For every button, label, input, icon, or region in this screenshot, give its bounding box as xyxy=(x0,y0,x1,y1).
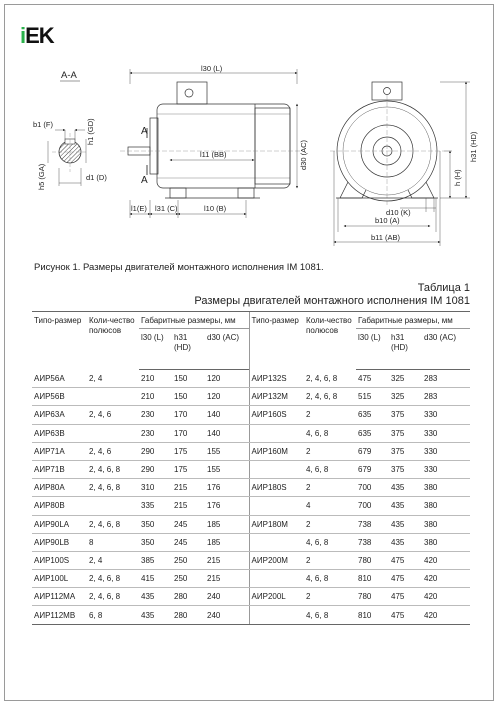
logo-letters-ek: EK xyxy=(25,23,54,48)
right-cell-h31: 375 xyxy=(389,406,422,424)
left-cell-l30: 290 xyxy=(139,460,172,478)
table-row xyxy=(32,370,470,388)
left-cell-poles xyxy=(87,424,139,442)
right-cell-d30: 420 xyxy=(422,570,470,588)
right-cell-poles: 4, 6, 8 xyxy=(304,570,356,588)
label-d1: d1 (D) xyxy=(86,173,107,182)
left-cell-type: АИР63А xyxy=(32,406,87,424)
left-cell-l30: 230 xyxy=(139,424,172,442)
left-cell-l30: 310 xyxy=(139,479,172,497)
right-cell-h31: 475 xyxy=(389,551,422,569)
label-d30: d30 (AC) xyxy=(299,139,308,170)
label-b10: b10 (A) xyxy=(375,216,400,225)
right-cell-d30: 380 xyxy=(422,479,470,497)
left-cell-h31: 250 xyxy=(172,551,205,569)
header-type-right: Типо-размер xyxy=(249,312,304,370)
right-cell-l30: 810 xyxy=(356,606,389,624)
header-h31-left: h31 (HD) xyxy=(172,329,205,370)
left-cell-d30: 140 xyxy=(205,406,249,424)
left-cell-type: АИР90LA xyxy=(32,515,87,533)
left-cell-h31: 280 xyxy=(172,606,205,624)
left-cell-d30: 120 xyxy=(205,388,249,406)
left-cell-l30: 415 xyxy=(139,570,172,588)
right-cell-type xyxy=(249,497,304,515)
right-cell-d30: 420 xyxy=(422,551,470,569)
left-cell-h31: 215 xyxy=(172,497,205,515)
left-cell-type: АИР112MA xyxy=(32,588,87,606)
table-row xyxy=(32,515,470,533)
left-cell-type: АИР80В xyxy=(32,497,87,515)
right-cell-h31: 435 xyxy=(389,479,422,497)
table-row xyxy=(32,570,470,588)
left-cell-l30: 210 xyxy=(139,370,172,388)
left-cell-type: АИР63В xyxy=(32,424,87,442)
left-cell-l30: 350 xyxy=(139,533,172,551)
left-cell-d30: 155 xyxy=(205,442,249,460)
header-d30-right: d30 (AC) xyxy=(422,329,470,370)
right-cell-type xyxy=(249,570,304,588)
right-cell-poles: 2 xyxy=(304,406,356,424)
header-l30-right: l30 (L) xyxy=(356,329,389,370)
header-l30-left: l30 (L) xyxy=(139,329,172,370)
right-cell-l30: 679 xyxy=(356,460,389,478)
right-cell-poles: 2 xyxy=(304,479,356,497)
motor-dimension-drawing xyxy=(0,55,500,250)
right-cell-h31: 475 xyxy=(389,588,422,606)
left-cell-poles: 2, 4, 6, 8 xyxy=(87,588,139,606)
left-cell-l30: 210 xyxy=(139,388,172,406)
left-cell-h31: 175 xyxy=(172,442,205,460)
label-b1: b1 (F) xyxy=(33,120,54,129)
right-cell-poles: 4, 6, 8 xyxy=(304,533,356,551)
left-cell-l30: 290 xyxy=(139,442,172,460)
table-row xyxy=(32,460,470,478)
right-cell-type xyxy=(249,533,304,551)
right-cell-poles: 4, 6, 8 xyxy=(304,606,356,624)
right-cell-l30: 738 xyxy=(356,533,389,551)
header-type-left: Типо-размер xyxy=(32,312,87,370)
right-cell-type: АИР132M xyxy=(249,388,304,406)
label-l10: l10 (B) xyxy=(204,204,227,213)
right-cell-poles: 4, 6, 8 xyxy=(304,460,356,478)
left-cell-h31: 175 xyxy=(172,460,205,478)
label-l30: l30 (L) xyxy=(201,64,223,73)
left-cell-poles: 2, 4 xyxy=(87,370,139,388)
left-cell-d30: 176 xyxy=(205,497,249,515)
table-row xyxy=(32,588,470,606)
right-cell-h31: 435 xyxy=(389,533,422,551)
left-cell-type: АИР56А xyxy=(32,370,87,388)
left-cell-d30: 240 xyxy=(205,606,249,624)
header-h31-right: h31 (HD) xyxy=(389,329,422,370)
right-cell-type xyxy=(249,460,304,478)
right-cell-h31: 375 xyxy=(389,442,422,460)
right-cell-d30: 283 xyxy=(422,388,470,406)
left-cell-poles: 2, 4, 6 xyxy=(87,406,139,424)
left-cell-d30: 215 xyxy=(205,551,249,569)
table-row xyxy=(32,497,470,515)
label-h1: h1 (GD) xyxy=(86,118,95,145)
right-cell-h31: 325 xyxy=(389,388,422,406)
table-row xyxy=(32,551,470,569)
left-cell-d30: 240 xyxy=(205,588,249,606)
label-b11: b11 (AB) xyxy=(371,233,401,242)
right-cell-l30: 700 xyxy=(356,479,389,497)
right-cell-type: АИР200L xyxy=(249,588,304,606)
right-cell-poles: 4 xyxy=(304,497,356,515)
shaft-section xyxy=(48,130,88,186)
left-cell-type: АИР100S xyxy=(32,551,87,569)
right-cell-l30: 700 xyxy=(356,497,389,515)
right-cell-d30: 380 xyxy=(422,533,470,551)
right-cell-d30: 330 xyxy=(422,460,470,478)
left-cell-poles: 2, 4, 6, 8 xyxy=(87,460,139,478)
label-l31: l31 (C) xyxy=(155,204,178,213)
left-cell-h31: 150 xyxy=(172,370,205,388)
right-cell-type: АИР200M xyxy=(249,551,304,569)
left-cell-h31: 245 xyxy=(172,533,205,551)
left-cell-l30: 230 xyxy=(139,406,172,424)
left-cell-poles xyxy=(87,388,139,406)
header-dims-right: Габаритные размеры, мм xyxy=(356,312,470,329)
header-poles-right: Коли-чество полюсов xyxy=(304,312,356,370)
label-h5: h5 (GA) xyxy=(37,163,46,190)
left-cell-type: АИР71В xyxy=(32,460,87,478)
right-cell-d30: 330 xyxy=(422,406,470,424)
left-cell-d30: 215 xyxy=(205,570,249,588)
left-cell-poles: 2, 4, 6, 8 xyxy=(87,479,139,497)
left-cell-poles: 2, 4, 6, 8 xyxy=(87,515,139,533)
right-cell-poles: 2 xyxy=(304,588,356,606)
table-row xyxy=(32,479,470,497)
right-cell-type: АИР132S xyxy=(249,370,304,388)
left-cell-h31: 150 xyxy=(172,388,205,406)
right-cell-l30: 635 xyxy=(356,424,389,442)
right-cell-type: АИР180S xyxy=(249,479,304,497)
left-cell-type: АИР112MB xyxy=(32,606,87,624)
left-cell-h31: 245 xyxy=(172,515,205,533)
label-h: h (H) xyxy=(453,169,462,186)
table-row xyxy=(32,606,470,624)
table-row xyxy=(32,388,470,406)
left-cell-d30: 185 xyxy=(205,533,249,551)
right-cell-l30: 738 xyxy=(356,515,389,533)
left-cell-poles: 6, 8 xyxy=(87,606,139,624)
logo-letter-i: i xyxy=(20,23,26,48)
motor-front-view xyxy=(330,82,470,246)
figure-caption: Рисунок 1. Размеры двигателей монтажного исполнения IM 1081. xyxy=(34,262,324,273)
label-l1: l1(E) xyxy=(131,204,147,213)
left-cell-h31: 215 xyxy=(172,479,205,497)
right-cell-l30: 780 xyxy=(356,551,389,569)
right-cell-d30: 283 xyxy=(422,370,470,388)
right-cell-poles: 2, 4, 6, 8 xyxy=(304,388,356,406)
right-cell-type xyxy=(249,424,304,442)
section-arrow-bottom: A xyxy=(141,175,148,186)
dimensions-table xyxy=(32,311,470,625)
left-cell-poles: 2, 4, 6 xyxy=(87,442,139,460)
right-cell-h31: 375 xyxy=(389,460,422,478)
iek-logo xyxy=(20,23,54,48)
label-d10: d10 (K) xyxy=(386,208,411,217)
left-cell-type: АИР71А xyxy=(32,442,87,460)
right-cell-d30: 330 xyxy=(422,424,470,442)
table-row xyxy=(32,442,470,460)
right-cell-h31: 435 xyxy=(389,515,422,533)
right-cell-poles: 2 xyxy=(304,551,356,569)
right-cell-l30: 635 xyxy=(356,406,389,424)
header-poles-left: Коли-чество полюсов xyxy=(87,312,139,370)
left-cell-poles: 2, 4, 6, 8 xyxy=(87,570,139,588)
left-cell-d30: 120 xyxy=(205,370,249,388)
left-cell-l30: 435 xyxy=(139,606,172,624)
label-h31: h31 (HD) xyxy=(469,131,478,162)
right-cell-l30: 810 xyxy=(356,570,389,588)
table-row xyxy=(32,406,470,424)
left-cell-l30: 385 xyxy=(139,551,172,569)
right-cell-l30: 679 xyxy=(356,442,389,460)
left-cell-l30: 350 xyxy=(139,515,172,533)
left-cell-type: АИР100L xyxy=(32,570,87,588)
right-cell-type: АИР180M xyxy=(249,515,304,533)
left-cell-h31: 250 xyxy=(172,570,205,588)
label-l11: l11 (BB) xyxy=(200,150,227,159)
left-cell-poles: 2, 4 xyxy=(87,551,139,569)
motor-side-view xyxy=(120,69,300,218)
right-cell-poles: 2 xyxy=(304,515,356,533)
right-cell-d30: 420 xyxy=(422,606,470,624)
right-cell-poles: 2 xyxy=(304,442,356,460)
header-dims-left: Габаритные размеры, мм xyxy=(139,312,249,329)
left-cell-d30: 185 xyxy=(205,515,249,533)
right-cell-h31: 325 xyxy=(389,370,422,388)
left-cell-poles: 8 xyxy=(87,533,139,551)
right-cell-type: АИР160S xyxy=(249,406,304,424)
left-cell-type: АИР90LB xyxy=(32,533,87,551)
right-cell-l30: 515 xyxy=(356,388,389,406)
left-cell-h31: 170 xyxy=(172,406,205,424)
table-title: Размеры двигателей монтажного исполнения IM 1081 xyxy=(194,295,470,307)
right-cell-l30: 780 xyxy=(356,588,389,606)
left-cell-d30: 155 xyxy=(205,460,249,478)
right-cell-d30: 380 xyxy=(422,515,470,533)
right-cell-h31: 475 xyxy=(389,570,422,588)
section-arrow-top: A xyxy=(141,126,148,137)
section-title: A-A xyxy=(61,70,77,81)
left-cell-d30: 140 xyxy=(205,424,249,442)
right-cell-type: АИР160M xyxy=(249,442,304,460)
right-cell-h31: 435 xyxy=(389,497,422,515)
right-cell-d30: 380 xyxy=(422,497,470,515)
right-cell-h31: 375 xyxy=(389,424,422,442)
left-cell-poles xyxy=(87,497,139,515)
right-cell-d30: 330 xyxy=(422,442,470,460)
right-cell-poles: 2, 4, 6, 8 xyxy=(304,370,356,388)
right-cell-l30: 475 xyxy=(356,370,389,388)
table-row xyxy=(32,424,470,442)
header-d30-left: d30 (AC) xyxy=(205,329,249,370)
left-cell-type: АИР56В xyxy=(32,388,87,406)
table-row xyxy=(32,533,470,551)
table-number: Таблица 1 xyxy=(417,282,470,294)
left-cell-d30: 176 xyxy=(205,479,249,497)
left-cell-h31: 170 xyxy=(172,424,205,442)
right-cell-poles: 4, 6, 8 xyxy=(304,424,356,442)
left-cell-h31: 280 xyxy=(172,588,205,606)
left-cell-type: АИР80А xyxy=(32,479,87,497)
left-cell-l30: 435 xyxy=(139,588,172,606)
right-cell-d30: 420 xyxy=(422,588,470,606)
left-cell-l30: 335 xyxy=(139,497,172,515)
right-cell-h31: 475 xyxy=(389,606,422,624)
right-cell-type xyxy=(249,606,304,624)
